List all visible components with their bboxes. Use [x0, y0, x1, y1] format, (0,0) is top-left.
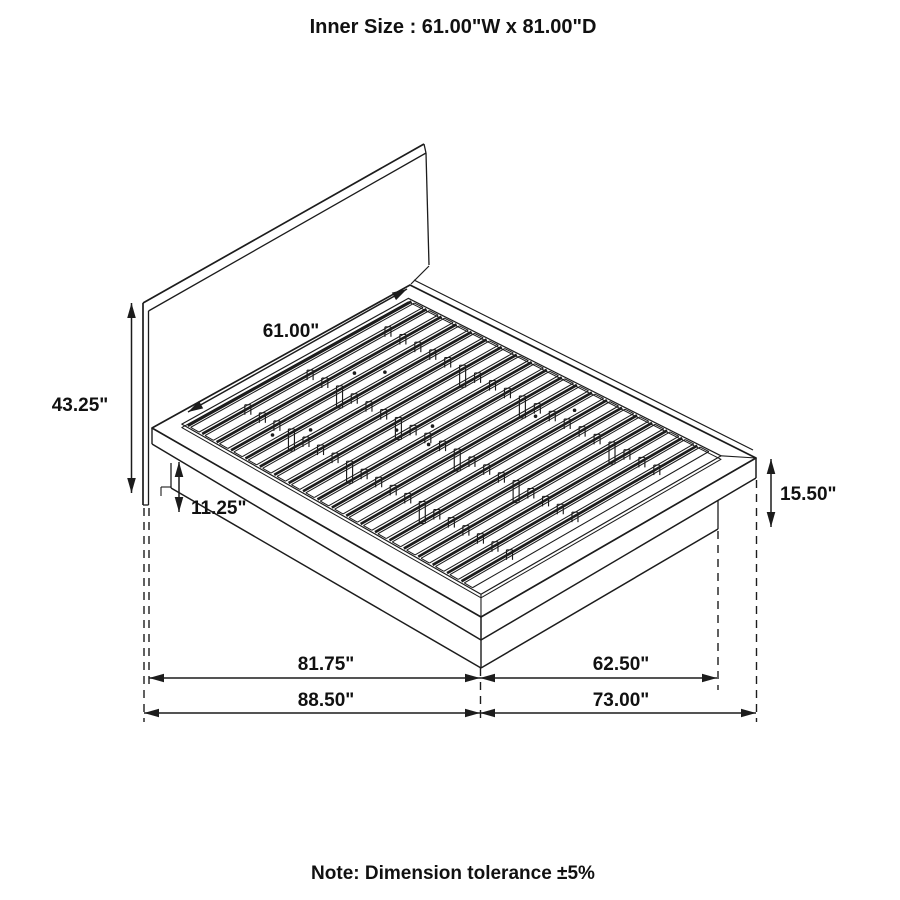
dimension-label-overall-length: 88.50" — [297, 690, 355, 711]
inner-size-title: Inner Size : 61.00"W x 81.00"D — [309, 16, 597, 38]
dimension-label-base-length: 81.75" — [297, 654, 355, 675]
tolerance-note: Note: Dimension tolerance ±5% — [311, 863, 595, 884]
dimension-label-inner-width: 61.00" — [262, 321, 320, 342]
slat-deck — [188, 302, 709, 588]
dimension-label-overall-width: 73.00" — [592, 690, 650, 711]
dimension-label-platform-height: 15.50" — [780, 484, 837, 505]
dimension-label-foot-width: 62.50" — [592, 654, 650, 675]
dimension-label-headboard-height: 43.25" — [51, 395, 109, 416]
dimension-label-base-height: 11.25" — [191, 498, 247, 519]
